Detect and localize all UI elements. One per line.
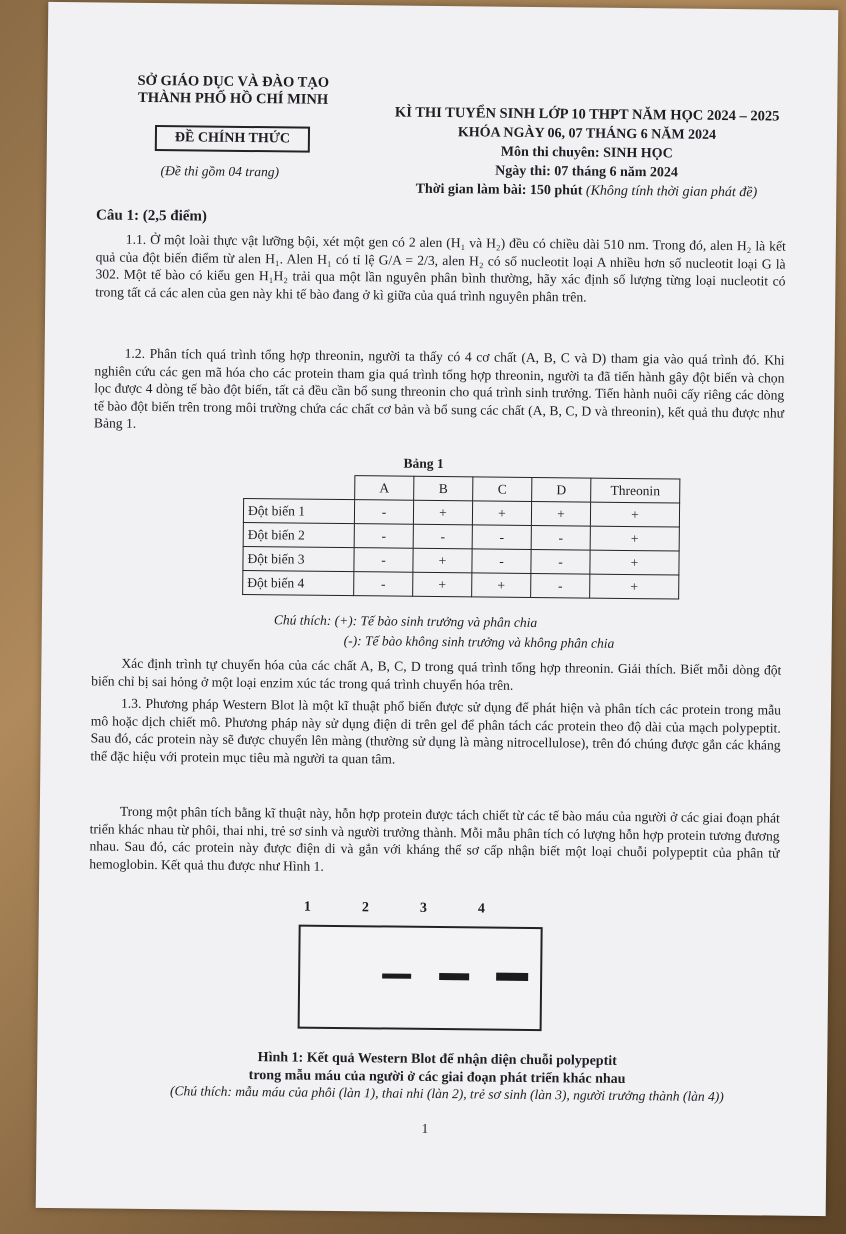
exam-info [361,103,812,203]
blot-band-lane-3 [439,973,470,980]
table-header-cell: C [473,477,532,502]
exam-title: KÌ THI TUYỂN SINH LỚP 10 THPT NĂM HỌC 2024 – 2025 [394,104,780,125]
table-header-cell: Threonin [591,478,680,503]
table-cell: + [413,572,472,597]
blot-band-lane-2 [382,973,411,978]
lane-labels [303,899,529,917]
table-cell: + [413,500,472,525]
western-blot-membrane [298,925,543,1032]
lane-label: 2 [361,900,369,916]
paragraph-1-2: 1.2. Phân tích quá trình tổng hợp threonin, người ta thấy có 4 cơ chất (A, B, C và D) tham gia vào quá trình đó. Khi nghiên cứu các gen mã hóa cho các protein tham gia quá trình tổng hợp threonin, người ta đã tiến hành gây đột biến và chọn lọc được 4 dòng tế bào đột biến, tất cả đều cần bổ sung threonin cho quá trình sinh trưởng. Tiến hành nuôi cấy riêng các dòng tế bào đột biến trên trong môi trường chứa các chất cơ bản và bổ sung các chất (A, B, C, D và threonin), kết quả thu được như Bảng 1. [93,345,785,431]
figure-note: (Chú thích: mẫu máu của phôi (làn 1), thai nhi (làn 2), trẻ sơ sinh (làn 3), người trưởng thành (làn 4)) [169,1083,724,1105]
table-cell: + [531,501,590,526]
official-badge: ĐỀ CHÍNH THỨC [155,125,310,153]
table-header-cell: B [414,476,473,501]
table-header-cell: A [355,476,414,501]
table-cell: - [354,572,413,597]
exam-duration [361,179,811,203]
page-count-note: (Đề thi gồm 04 trang) [160,163,280,180]
exam-subject: Môn thi chuyên: SINH HỌC [500,144,673,162]
issuing-organization [137,73,329,109]
paragraph-1-2-task: Xác định trình tự chuyển hóa của các chất A, B, C, D trong quá trình tổng hợp threonin. Giải thích. Biết mỗi dòng đột biến chỉ bị sai hỏng ở một loại enzim xúc tác trong quá trình chuyển hóa trên. [91,655,782,693]
table-cell: - [354,500,413,525]
table-cell: - [354,524,413,549]
table-note-plus: Chú thích: (+): Tế bào sinh trưởng và phân chia [273,612,538,631]
page-number: 1 [421,1120,429,1136]
exam-date: Ngày thi: 07 tháng 6 năm 2024 [495,163,679,181]
table-cell: + [590,574,679,599]
table-cell: + [590,550,679,575]
table-row [243,570,679,599]
table-cell: Đột biến 1 [243,498,354,523]
lane-label: 3 [419,900,427,916]
table-cell: Đột biến 4 [243,570,354,595]
table-cell: + [472,501,531,526]
table-cell: + [590,502,679,527]
paragraph-1-3b: Trong một phân tích bằng kĩ thuật này, hỗn hợp protein được tách chiết từ các tế bào máu của người ở các giai đoạn phát triển khác nhau từ phôi, thai nhi, trẻ sơ sinh và người trưởng thành. Mỗi mẫu phân tích có lượng hỗn hợp protein tương đương nhau. Sau đó, các protein này được điện di và gắn với kháng thể sơ cấp nhận biết một loại chuỗi polypeptit của phân tử hemoglobin. Kết quả thu được như Hình 1. [89,803,780,874]
duration-note: (Không tính thời gian phát đề) [585,183,758,201]
paragraph-1-1: 1.1. Ở một loài thực vật lưỡng bội, xét một gen có 2 alen (H₁ và H₂) đều có chiều dài 510 nm. Trong đó, alen H₂ là kết quả của đột biến điểm từ alen H₁. Alen H₁ có tỉ lệ G/A = 2/3, alen H₂ có số nucleotit loại A nhiều hơn số nucleotit loại G là 302. Một tế bào có kiểu gen H₁H₂ trải qua một lần nguyên phân bình thường, hãy xác định số lượng từng loại nucleotit có trong tất cả các alen của gen này khi tế bào đang ở kì giữa của quá trình nguyên phân trên. [95,231,786,305]
table-note-minus: (-): Tế bào không sinh trưởng và không phân chia [343,633,615,651]
exam-sheet [36,2,839,1216]
blot-band-lane-4 [496,973,528,981]
table-cell: Đột biến 3 [243,546,354,571]
department-line1: SỞ GIÁO DỤC VÀ ĐÀO TẠO [137,72,330,91]
figure-caption-line2: trong mẫu máu của người ở các giai đoạn phát triển khác nhau [248,1068,626,1087]
table-cell: - [472,549,531,574]
table-cell: - [531,573,590,598]
department-line2: THÀNH PHỐ HỒ CHÍ MINH [138,89,329,108]
table-cell: + [472,573,531,598]
table-cell: Đột biến 2 [243,522,354,547]
table-cell: + [590,526,679,551]
question-title: Câu 1: (2,5 điểm) [96,207,208,225]
table-cell: - [472,525,531,550]
table-cell: - [354,548,413,573]
exam-session: KHÓA NGÀY 06, 07 THÁNG 6 NĂM 2024 [457,125,717,143]
lane-label: 1 [303,899,311,915]
table-cell: - [531,525,590,550]
table-cell: - [531,549,590,574]
table-cell: - [413,524,472,549]
table-1 [242,474,680,600]
lane-label: 4 [477,901,485,917]
figure-caption-line1: Hình 1: Kết quả Western Blot để nhận diện chuỗi polypeptit [257,1050,617,1069]
table-title: Bảng 1 [403,455,444,472]
duration-label: Thời gian làm bài: 150 phút [415,181,583,199]
table-cell: + [413,548,472,573]
table-header-cell [244,474,355,499]
paragraph-1-3: 1.3. Phương pháp Western Blot là một kĩ thuật phổ biến được sử dụng để phát hiện và phân tích các protein trong mẫu mô hoặc dịch chiết mô. Phương pháp này sử dụng điện di trên gel để phân tách các protein theo độ dài của mạch polypeptit. Sau đó, các protein này sẽ được chuyển lên màng (thường sử dụng là màng nitrocellulose), trên đó chúng được gắn các kháng thể đặc hiệu với protein mục tiêu mà người ta quan tâm. [90,695,782,767]
table-header-cell: D [532,477,591,502]
